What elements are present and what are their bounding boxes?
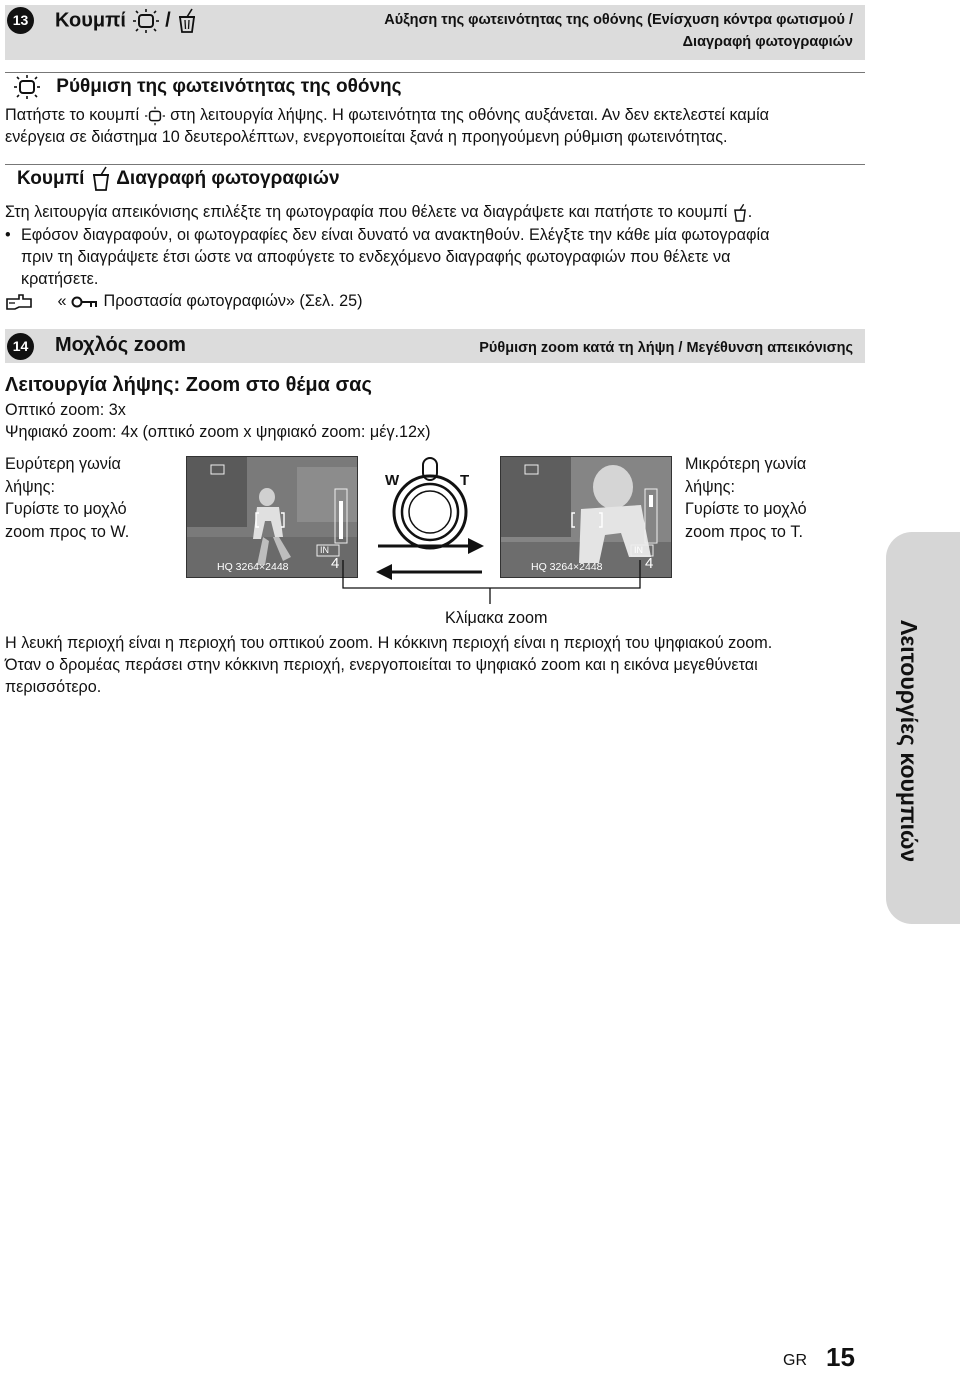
wide-text-line: Γυρίστε το μοχλό: [5, 500, 127, 518]
section14-number-badge: 14: [7, 333, 34, 360]
trash-icon: [732, 203, 748, 223]
erase-line1: [5, 201, 752, 223]
brightness-icon: [144, 106, 166, 126]
tele-text-line: Γυρίστε το μοχλό: [685, 500, 807, 518]
digital-zoom-text: Ψηφιακό zoom: 4x (οπτικό zoom x ψηφιακό zoom: μέγ.12x): [5, 423, 431, 441]
brightness-line1-b: στη λειτουργία λήψης. Η φωτεινότητα της οθόνης αυξάνεται. Αν δεν εκτελεστεί καμία: [170, 106, 770, 124]
telephoto-instructions: [685, 453, 807, 543]
erase-line1-a: Στη λειτουργία απεικόνισης επιλέξτε τη φωτογραφία που θέλετε να διαγράψετε και πατήστε το κουμπί: [5, 203, 728, 221]
section13-subtitle: [300, 9, 853, 53]
screen-in-label: IN: [634, 545, 643, 555]
wide-text-line: λήψης:: [5, 477, 55, 496]
section13-title: [55, 8, 198, 34]
section13-number-badge: 13: [7, 7, 34, 34]
zoom-scale-label: Κλίμακα zoom: [445, 609, 548, 627]
section13-title-text: Κουμπί: [55, 9, 126, 32]
zoom-mode-heading: Λειτουργία λήψης: Zoom στο θέμα σας: [5, 374, 372, 396]
erase-heading: [17, 166, 340, 192]
section14-subtitle: Ρύθμιση zoom κατά τη λήψη / Μεγέθυνση απεικόνισης: [479, 340, 853, 356]
erase-bullet: •: [5, 226, 11, 244]
tele-text-line: Μικρότερη γωνία: [685, 455, 807, 473]
trash-icon: [176, 8, 198, 34]
brightness-line1: [5, 104, 769, 126]
zoom-note-line1: Η λευκή περιοχή είναι η περιοχή του οπτικού zoom. Η κόκκινη περιοχή είναι η περιοχή του ψηφιακού zoom.: [5, 634, 773, 652]
optical-zoom-text: Οπτικό zoom: 3x: [5, 401, 126, 419]
lever-w-label[interactable]: W: [385, 472, 400, 489]
erase-heading-b: Διαγραφή φωτογραφιών: [116, 168, 340, 190]
erase-reference-text[interactable]: Προστασία φωτογραφιών» (Σελ. 25): [103, 292, 363, 310]
brightness-icon: [132, 8, 160, 34]
tele-text-line: λήψης:: [685, 477, 735, 496]
erase-heading-a: Κουμπί: [17, 168, 85, 190]
section14-title: Μοχλός zoom: [55, 334, 186, 356]
erase-reference: [5, 290, 363, 312]
brightness-heading-text: Ρύθμιση της φωτεινότητας της οθόνης: [56, 76, 402, 98]
screen-shot-count: 4: [331, 555, 340, 572]
lever-t-label[interactable]: T: [460, 472, 470, 489]
brightness-icon: [13, 74, 41, 100]
wide-angle-instructions: [5, 453, 129, 543]
wide-text-line: Ευρύτερη γωνία: [5, 455, 121, 473]
erase-line2: Εφόσον διαγραφούν, οι φωτογραφίες δεν είναι δυνατό να ανακτηθούν. Ελέγξτε την κάθε μία φωτογραφία: [21, 226, 770, 244]
erase-line4: κρατήσετε.: [21, 270, 99, 288]
section13-subtitle-line2: Διαγραφή φωτογραφιών: [682, 34, 853, 50]
trash-icon: [90, 166, 112, 192]
screen-in-label: IN: [320, 545, 329, 555]
brightness-heading-rule: [5, 72, 865, 73]
brightness-line2: ενέργεια σε διάστημα 10 δευτερολέπτων, ενεργοποιείται ξανά η προηγούμενη ρύθμιση φωτεινότητας.: [5, 128, 728, 146]
erase-line1-b: .: [747, 203, 753, 221]
footer-lang: GR: [783, 1352, 807, 1369]
section13-subtitle-line1: Αύξηση της φωτεινότητας της οθόνης (Ενίσχυση κόντρα φωτισμού /: [384, 12, 853, 28]
erase-heading-rule: [5, 164, 865, 165]
tele-text-line: zoom προς το T.: [685, 522, 804, 541]
brightness-heading: [13, 74, 402, 100]
page-number: 15: [826, 1342, 855, 1372]
zoom-note-line2: Όταν ο δρομέας περάσει στην κόκκινη περιοχή, ενεργοποιείται το ψηφιακό zoom και η εικόνα μεγεθύνεται: [5, 656, 758, 674]
brightness-line1-a: Πατήστε το κουμπί: [5, 106, 140, 124]
zoom-note-line3: περισσότερο.: [5, 678, 102, 696]
side-tab-label: Λειτουργίες κουμπιών: [896, 620, 922, 863]
screen-shot-count: 4: [645, 555, 654, 572]
erase-reference-open: «: [57, 292, 67, 310]
screen-quality-label: HQ 3264×2448: [531, 561, 603, 573]
screen-quality-label: HQ 3264×2448: [217, 561, 289, 573]
zoom-scale-connector: [330, 560, 650, 610]
erase-line3: πριν τη διαγράψετε έτσι ώστε να αποφύγετε το ενδεχόμενο διαγραφής φωτογραφιών που θέλετε να: [21, 248, 731, 266]
wide-text-line: zoom προς το W.: [5, 522, 130, 541]
section13-title-slash: /: [165, 9, 171, 32]
key-icon: [71, 295, 99, 309]
pointing-hand-icon: [5, 293, 39, 311]
side-tab-label-wrap: [884, 620, 924, 920]
